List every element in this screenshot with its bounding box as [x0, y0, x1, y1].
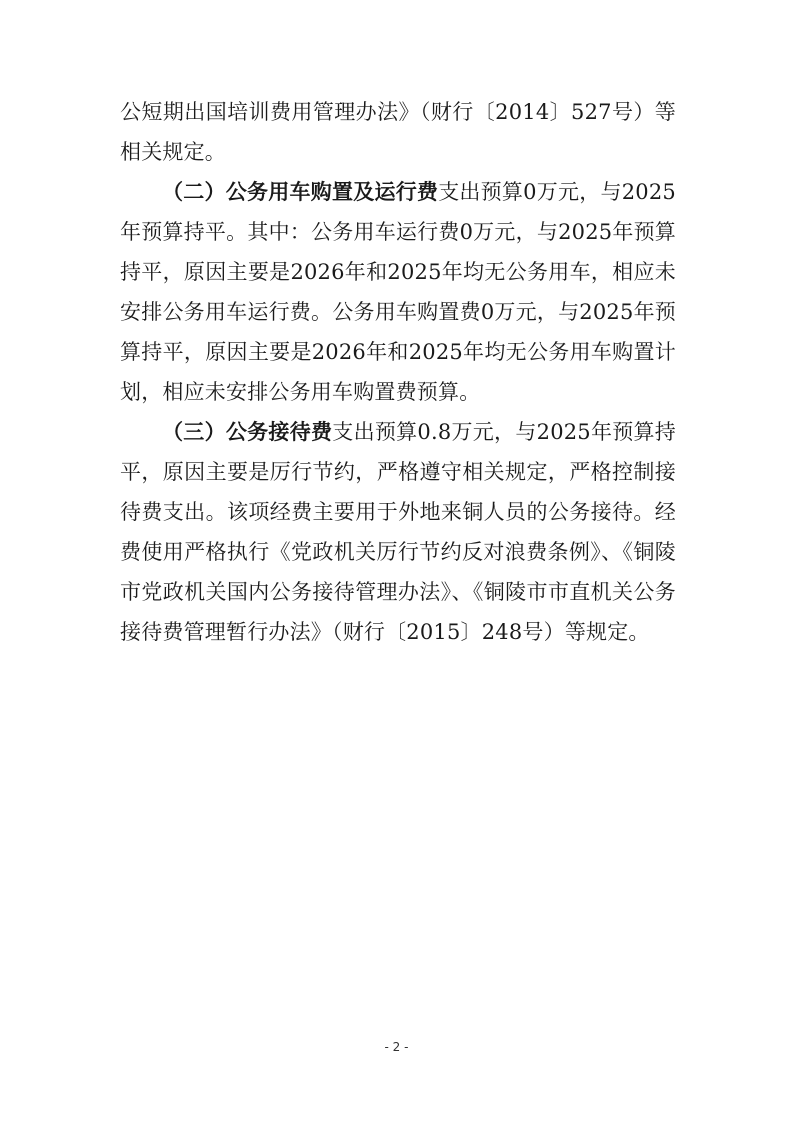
paragraph-text: 公短期出国培训费用管理办法》（财行〔2014〕527号）等相关规定。 — [120, 100, 676, 164]
paragraph-continuation — [120, 92, 676, 172]
paragraph-reception-expense — [120, 412, 676, 652]
section-heading-vehicle: （二）公务用车购置及运行费 — [162, 180, 439, 204]
paragraph-text: 支出预算0.8万元，与2025年预算持平，原因主要是厉行节约，严格遵守相关规定，严格控制接待费支出。该项经费主要用于外地来铜人员的公务接待。经费使用严格执行《党政机关厉行节约反对浪费条例》、《铜陵市党政机关国内公务接待管理办法》、《铜陵市市直机关公务接待费管理暂行办法》（财行〔2015〕248号）等规定。 — [120, 420, 677, 644]
section-heading-reception: （三）公务接待费 — [162, 420, 333, 444]
page-number: - 2 - — [384, 1040, 409, 1054]
paragraph-vehicle-expense — [120, 172, 676, 412]
paragraph-text: 支出预算0万元，与2025年预算持平。其中：公务用车运行费0万元，与2025年预算持平，原因主要是2026年和2025年均无公务用车，相应未安排公务用车运行费。公务用车购置费0万元，与2025年预算持平，原因主要是2026年和2025年均无公务用车购置计划，相应未安排公务用车购置费预算。 — [120, 180, 676, 404]
body-text — [120, 92, 676, 652]
